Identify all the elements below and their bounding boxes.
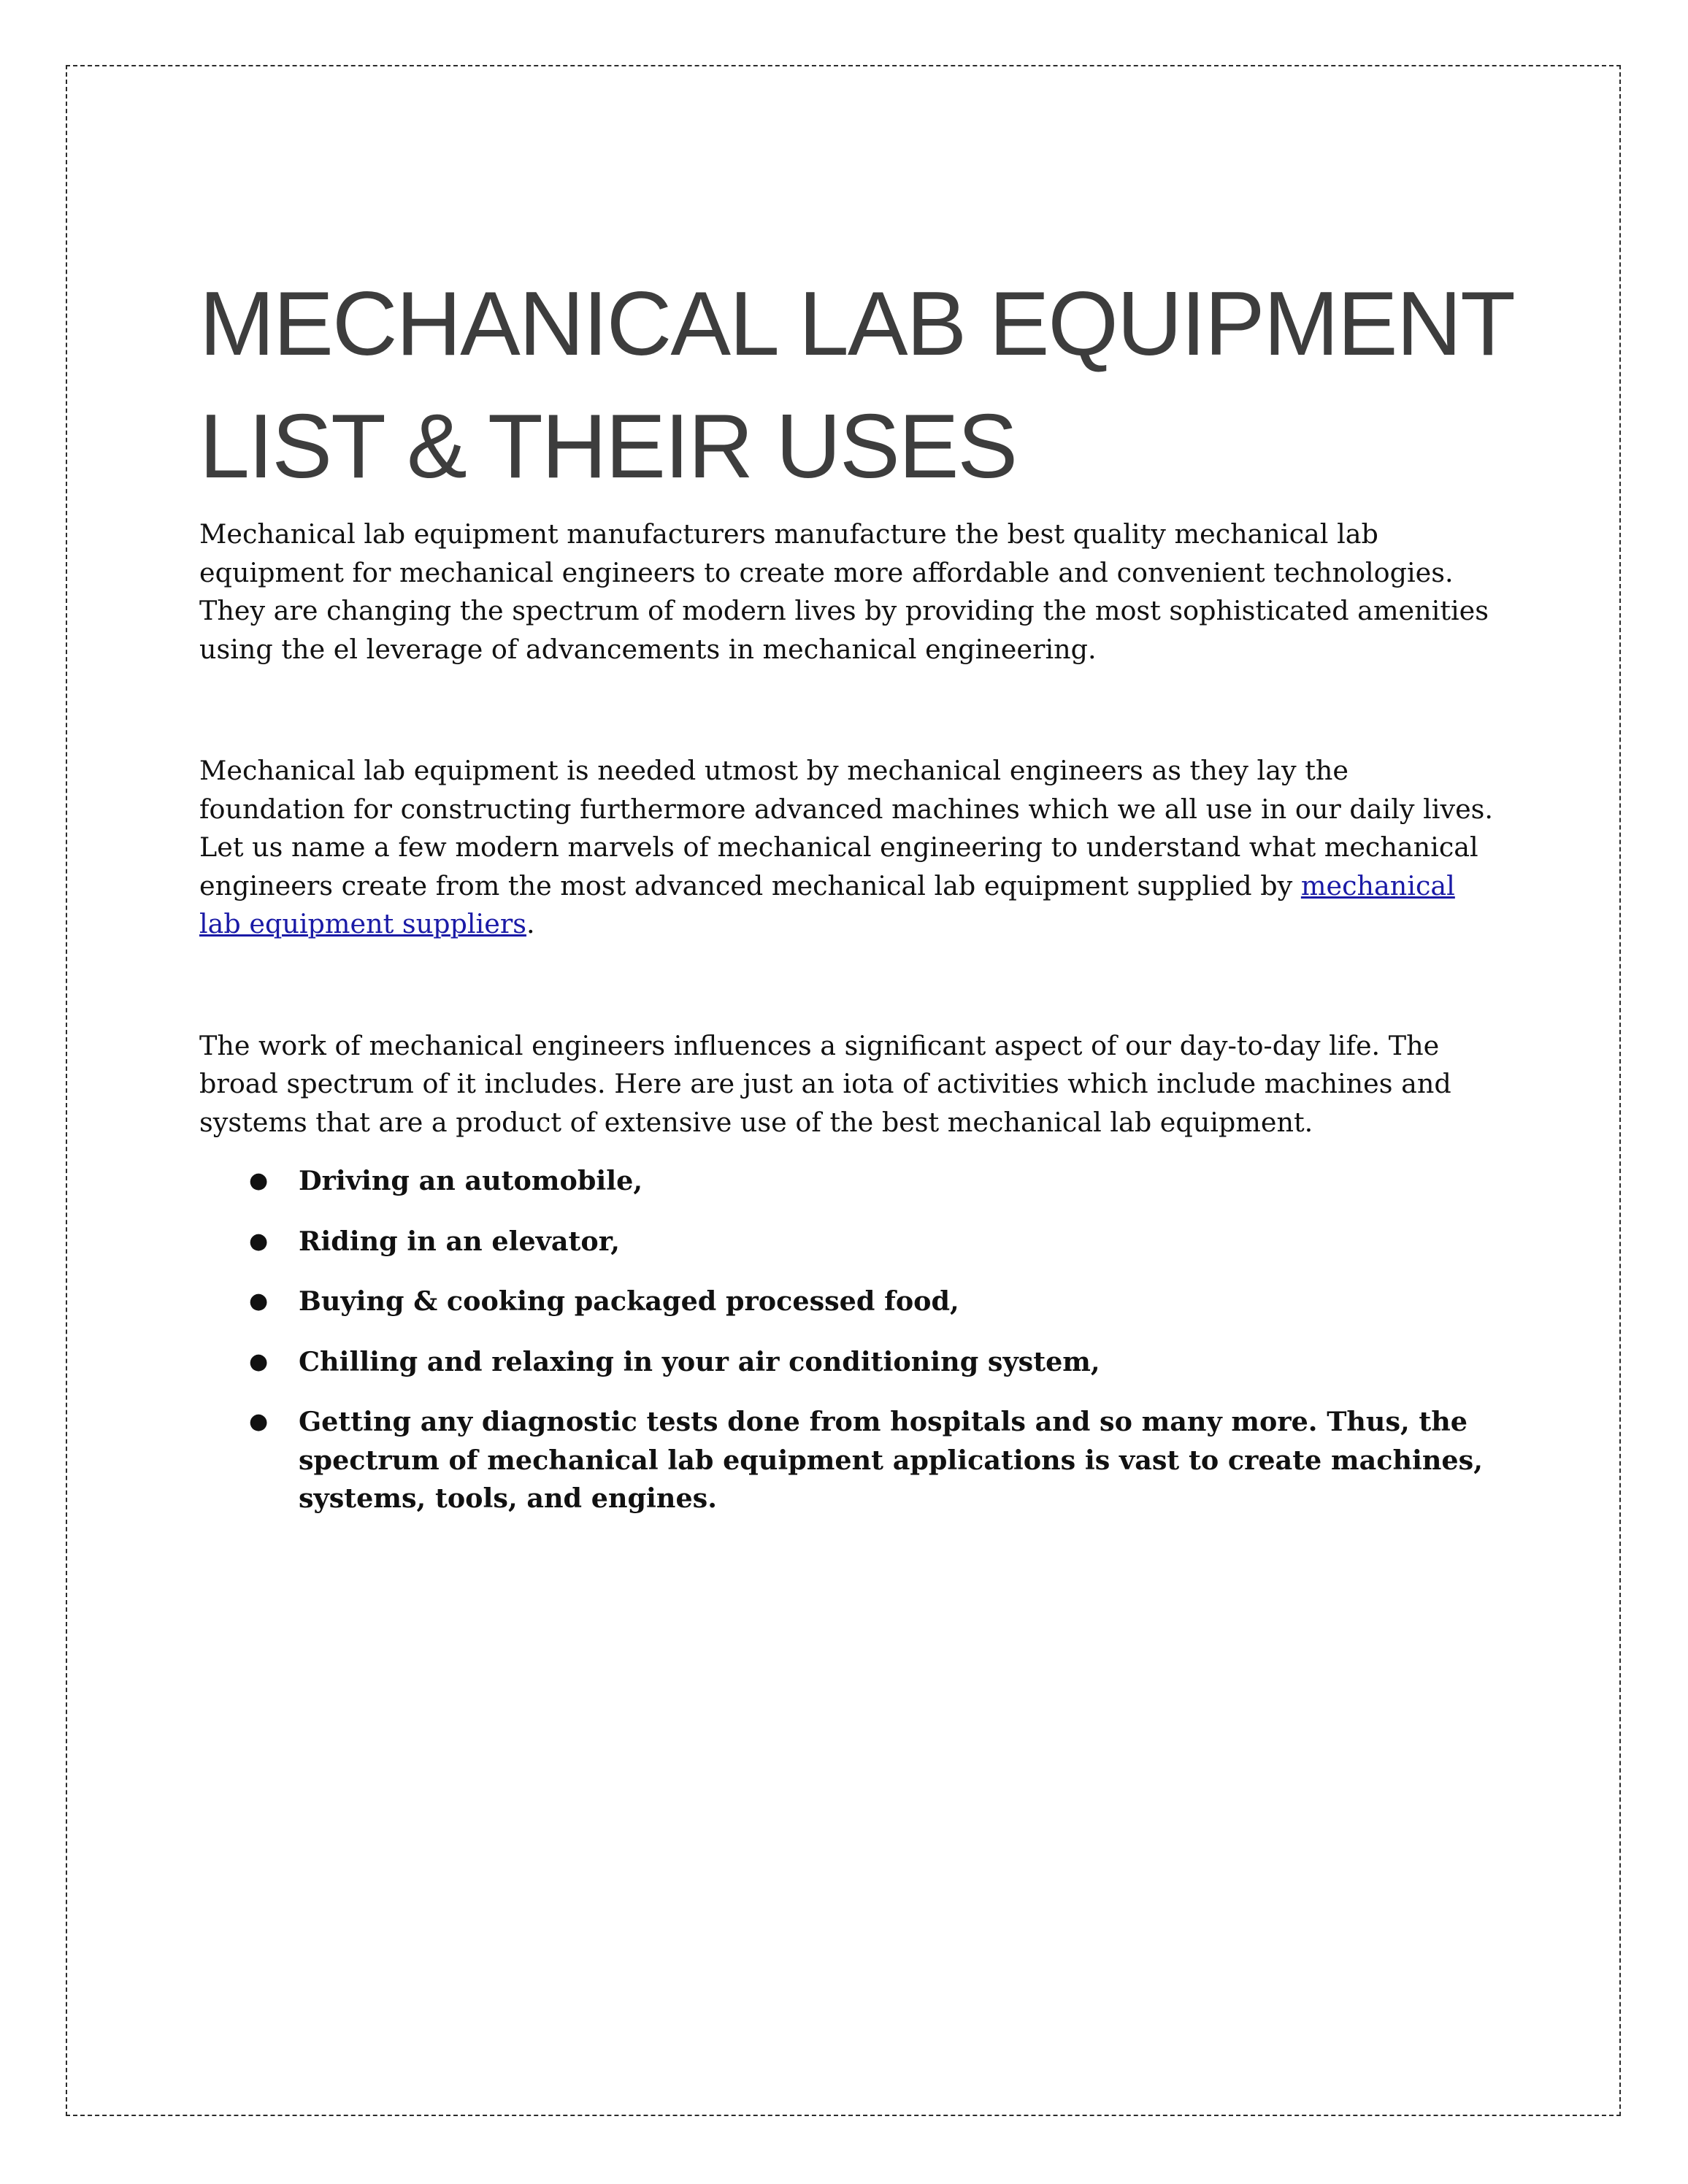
activities-list bbox=[199, 1162, 1499, 1518]
list-item bbox=[249, 1343, 1499, 1382]
list-item bbox=[249, 1223, 1499, 1261]
list-item-text: Riding in an elevator, bbox=[299, 1225, 621, 1257]
document-body bbox=[199, 263, 1514, 1540]
page-title bbox=[199, 263, 1514, 508]
list-item bbox=[249, 1162, 1499, 1201]
suppliers-paragraph bbox=[199, 752, 1499, 944]
list-item-text: Chilling and relaxing in your air conditioning system, bbox=[299, 1345, 1100, 1377]
intro-paragraph: Mechanical lab equipment manufacturers manufacture the best quality mechanical lab equipment for mechanical engineers to create more affordable and convenient technologies. They are changing the spectrum of modern lives by providing the most sophisticated amenities using the el leverage of advancements in mechanical engineering. bbox=[199, 518, 1489, 665]
suppliers-paragraph-text: Mechanical lab equipment is needed utmost by mechanical engineers as they lay the foundation for constructing furthermore advanced machines which we all use in our daily lives. Let us name a few modern marvels of mechanical engineering to understand what mechanical engineers create from the most advanced mechanical lab equipment supplied by bbox=[199, 755, 1493, 901]
list-item bbox=[249, 1403, 1499, 1518]
bullet-icon: ● bbox=[249, 1288, 269, 1314]
bullet-icon: ● bbox=[249, 1409, 269, 1434]
list-item-text: Driving an automobile, bbox=[299, 1165, 643, 1196]
title-line-2: LIST & THEIR USES bbox=[199, 396, 1017, 497]
list-item-text: Buying & cooking packaged processed food, bbox=[299, 1285, 959, 1317]
list-item bbox=[249, 1283, 1499, 1321]
bullet-icon: ● bbox=[249, 1228, 269, 1254]
title-line-1: MECHANICAL LAB EQUIPMENT bbox=[199, 274, 1514, 374]
suppliers-link[interactable]: mechanical lab equipment suppliers bbox=[199, 869, 1455, 939]
bullet-icon: ● bbox=[249, 1168, 269, 1193]
bullet-icon: ● bbox=[249, 1348, 269, 1374]
suppliers-paragraph-end: . bbox=[526, 908, 535, 939]
influence-paragraph: The work of mechanical engineers influences a significant aspect of our day-to-day life. The broad spectrum of it includes. Here are just an iota of activities which include machines and systems that are a product of extensive use of the best mechanical lab equipment. bbox=[199, 1029, 1451, 1138]
list-item-text: Getting any diagnostic tests done from hospitals and so many more. Thus, the spectrum of mechanical lab equipment applications is vast to create machines, systems, tools, and engines. bbox=[299, 1406, 1483, 1514]
